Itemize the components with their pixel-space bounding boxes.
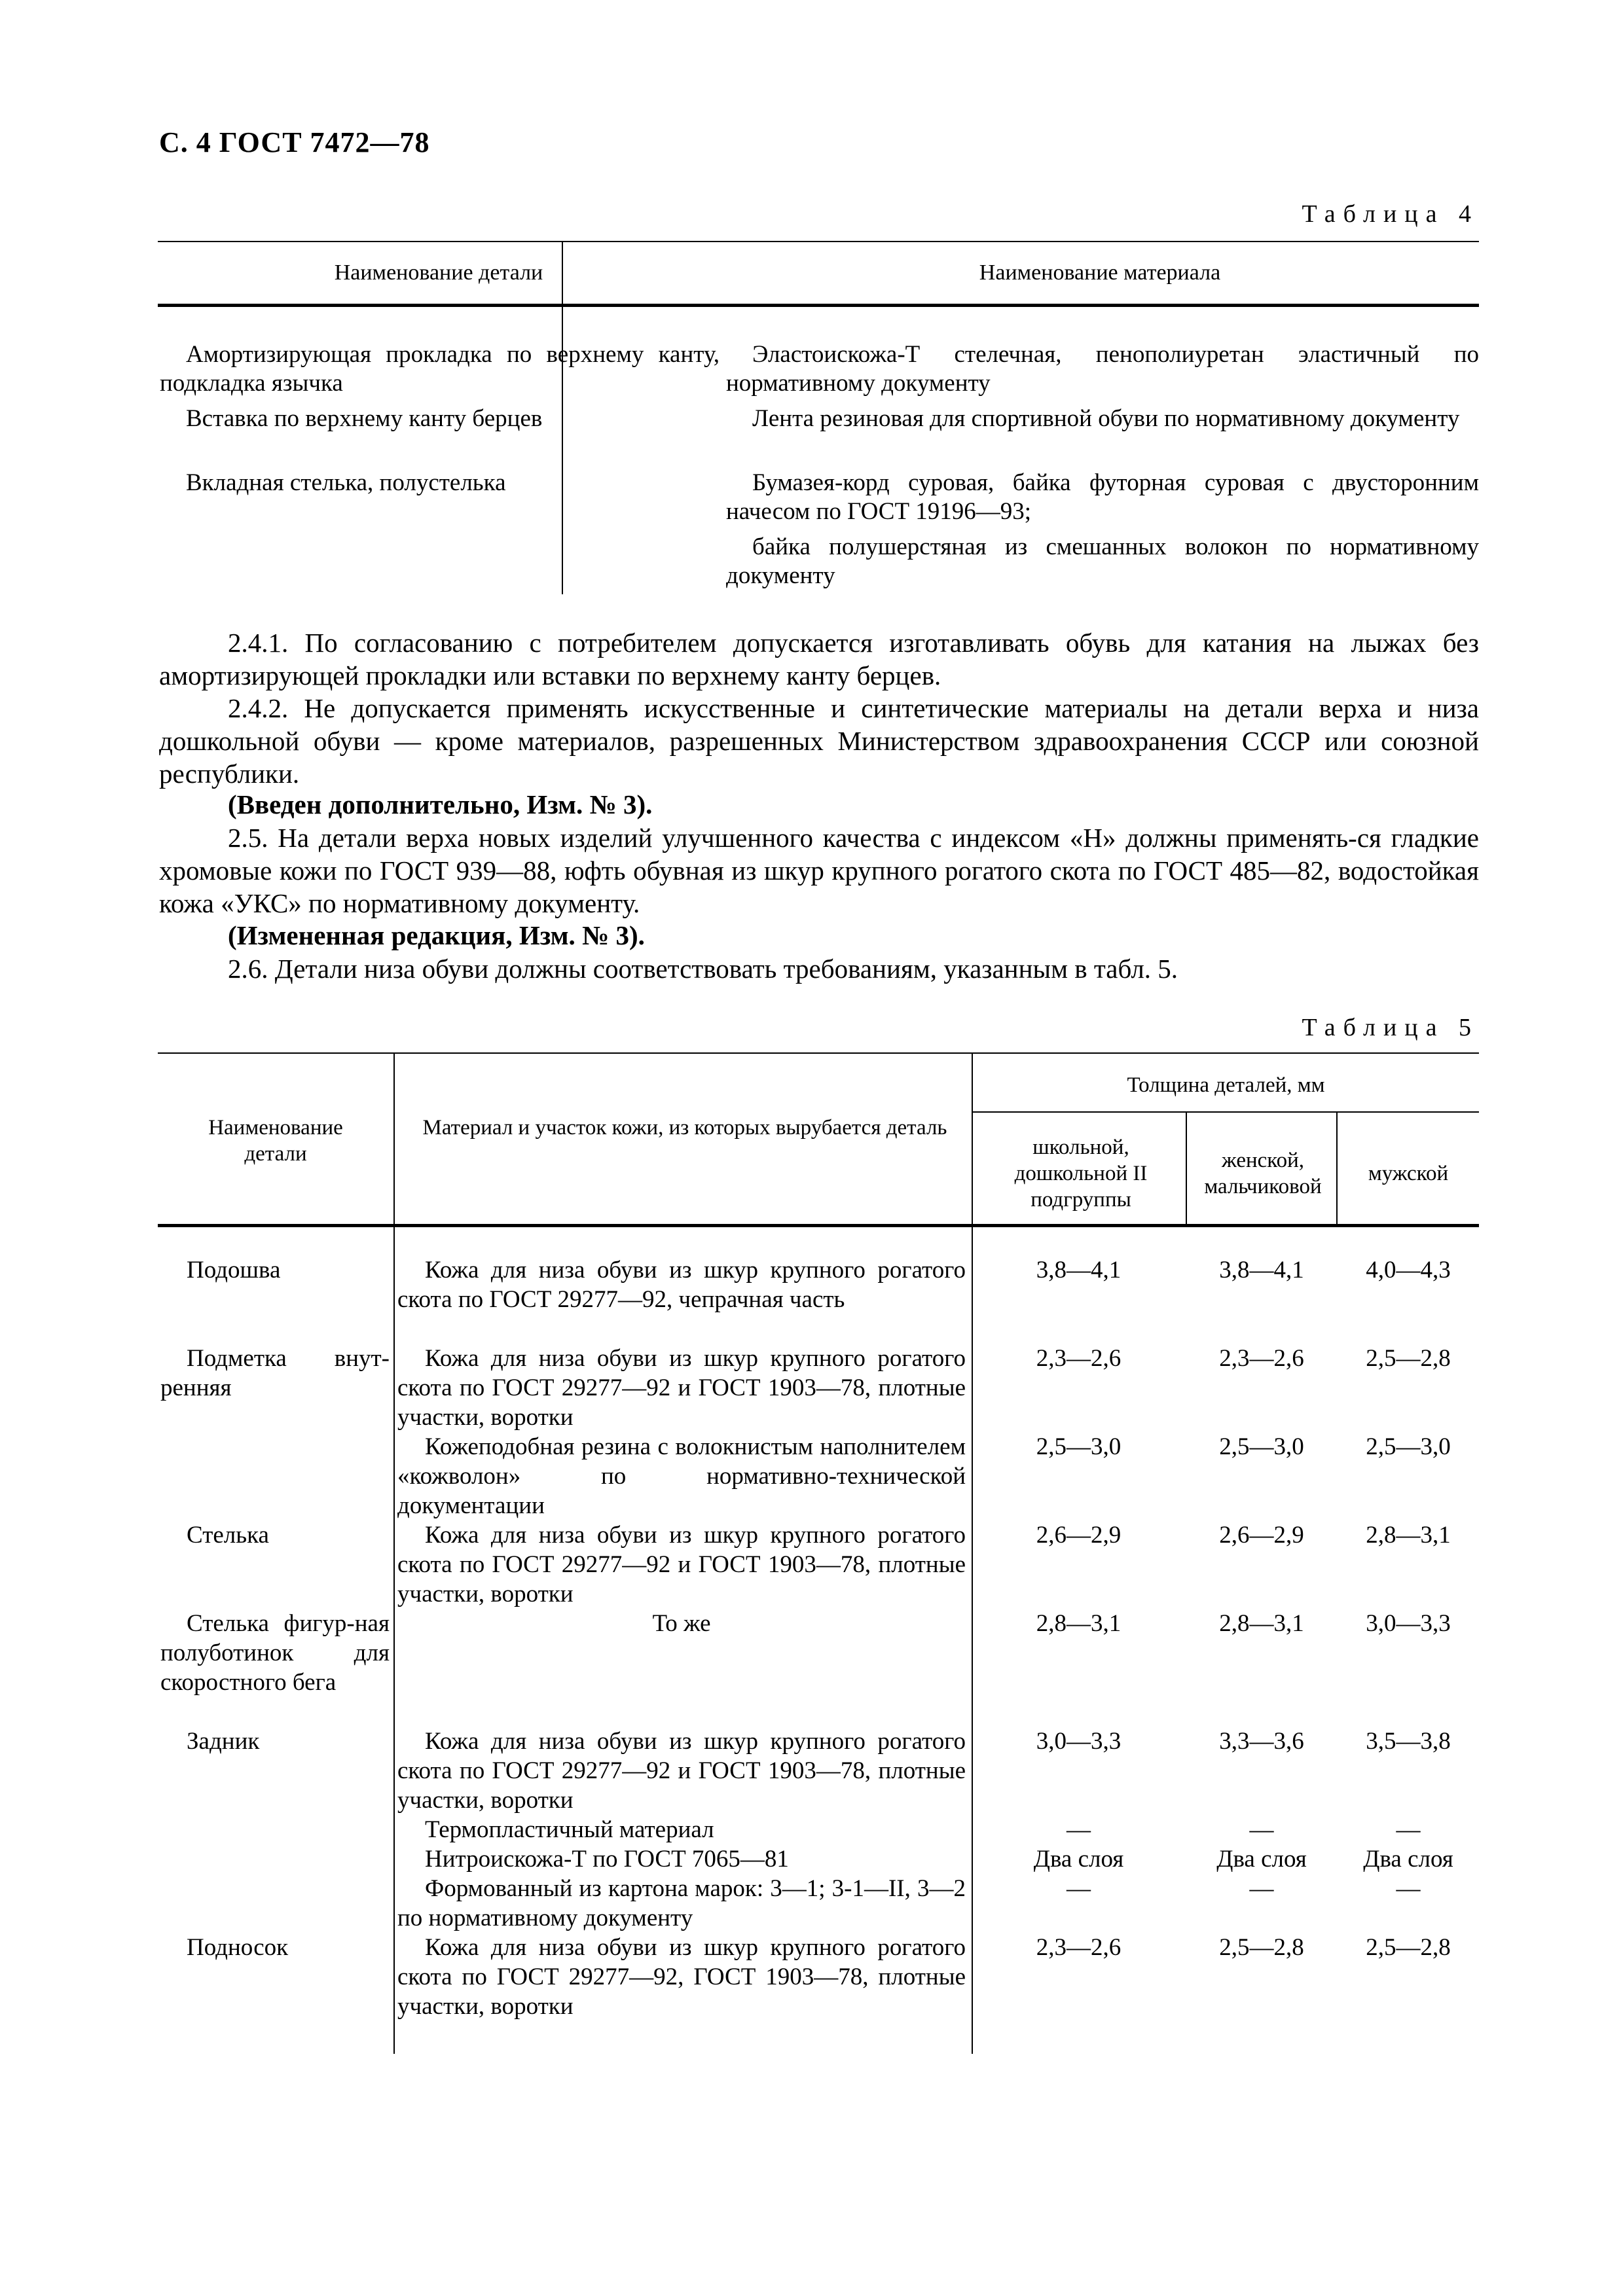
table5-value: 2,6—2,9 (1219, 1522, 1304, 1549)
table5-value: 3,0—3,3 (1036, 1728, 1122, 1755)
table4-material: Лента резиновая для спортивной обуви по нормативному документу (752, 405, 1460, 432)
table5-material: То же (652, 1610, 711, 1637)
table5-value: 2,5—3,0 (1036, 1433, 1122, 1460)
table5-value: — (1249, 1875, 1274, 1902)
table5-col-part: Наименование детали (208, 1116, 343, 1166)
table5-material: Термопластичный материал (425, 1816, 714, 1843)
table5-value: Два слоя (1363, 1846, 1453, 1873)
table5-value: — (1396, 1875, 1421, 1902)
table5-material: Кожа для низа обуви из шкур крупного рогатого скота по ГОСТ 29277—92, чепрачная часть (397, 1257, 966, 1313)
table5-col-women: женской, мальчиковой (1204, 1149, 1322, 1198)
paragraph-2-4-2: 2.4.2. Не допускается применять искусственные и синтетические материалы на детали верха и низа дошкольной обуви — кроме материалов, разрешенных Министерством здравоохранения СССР или союзной республики. (159, 693, 1479, 789)
table4-material: Бумазея-корд суровая, байка футорная суровая с двусторонним начесом по ГОСТ 19196—93; (726, 469, 1479, 525)
table5-value: 3,8—4,1 (1036, 1257, 1122, 1283)
table5-col-men: мужской (1368, 1162, 1449, 1185)
table5-value: Два слоя (1216, 1846, 1307, 1873)
table5-value: 2,5—2,8 (1366, 1345, 1451, 1372)
table5-part: Стелька фигур-ная полуботинок для скоростного бега (160, 1610, 390, 1696)
table5-top-rule (158, 1052, 1479, 1054)
table4 (158, 241, 1479, 307)
table5-material: Кожа для низа обуви из шкур крупного рогатого скота по ГОСТ 29277—92 и ГОСТ 1903—78, плотные участки, воротки (397, 1345, 966, 1431)
table4-part: Вставка по верхнему канту берцев (186, 405, 543, 432)
table5-value: Два слоя (1033, 1846, 1124, 1873)
table5 (158, 1052, 1479, 2054)
table4-row (160, 340, 720, 398)
table5-material: Кожеподобная резина с волокнистым наполнителем «кожволон» по нормативно-технической документации (397, 1433, 966, 1519)
table5-value: 4,0—4,3 (1366, 1257, 1451, 1283)
page-header: С. 4 ГОСТ 7472—78 (159, 126, 430, 158)
amendment-note: (Введен дополнительно, Изм. № 3). (228, 789, 653, 819)
table5-value: 2,5—3,0 (1219, 1433, 1304, 1460)
table4-part: Вкладная стелька, полустелька (186, 469, 506, 496)
table5-divider (972, 1052, 973, 2054)
table5-thickness-rule (972, 1111, 1479, 1113)
table5-caption: Таблица 5 (1302, 1014, 1479, 1041)
table5-divider (393, 1052, 395, 2054)
table5-col-school: школьной, дошкольной II подгруппы (1014, 1136, 1148, 1211)
table5-col-thickness: Толщина деталей, мм (1127, 1073, 1325, 1097)
table5-value: 2,8—3,1 (1366, 1522, 1451, 1549)
table5-value: 2,8—3,1 (1219, 1610, 1304, 1637)
table5-material: Формованный из картона марок: 3—1; 3-1—II, 3—2 по нормативному документу (397, 1875, 966, 1931)
paragraph-2-6: 2.6. Детали низа обуви должны соответствовать требованиям, указанным в табл. 5. (228, 954, 1178, 984)
table5-divider (1186, 1111, 1187, 1227)
table5-value: 2,5—2,8 (1219, 1934, 1304, 1961)
table5-value: 3,3—3,6 (1219, 1728, 1304, 1755)
table5-part: Подносок (187, 1934, 289, 1961)
table5-material: Кожа для низа обуви из шкур крупного рогатого скота по ГОСТ 29277—92, ГОСТ 1903—78, плотные участки, воротки (397, 1934, 966, 2020)
table5-value: 2,8—3,1 (1036, 1610, 1122, 1637)
paragraph-2-5: 2.5. На детали верха новых изделий улучшенного качества с индексом «Н» должны применять-ся гладкие хромовые кожи по ГОСТ 939—88, юфть обувная из шкур крупного рогатого скота по ГОСТ 485—82, водостойкая кожа «УКС» по нормативному документу. (159, 823, 1479, 918)
paragraph-2-4-1: 2.4.1. По согласованию с потребителем допускается изготавливать обувь для катания на лыжах без амортизирующей прокладки или вставки по верхнему канту берцев. (159, 628, 1479, 691)
table5-value: — (1067, 1875, 1091, 1902)
table5-value: 3,8—4,1 (1219, 1257, 1304, 1283)
table5-value: — (1396, 1816, 1421, 1843)
table5-value: 2,5—2,8 (1366, 1934, 1451, 1961)
table4-header (158, 241, 1479, 307)
table4-col-part: Наименование детали (334, 260, 543, 285)
table5-value: — (1067, 1816, 1091, 1843)
table5-material: Кожа для низа обуви из шкур крупного рогатого скота по ГОСТ 29277—92 и ГОСТ 1903—78, плотные участки, воротки (397, 1728, 966, 1814)
table5-part: Подошва (187, 1257, 281, 1283)
table4-part: Амортизирующая прокладка по верхнему канту, подкладка язычка (160, 341, 720, 397)
table5-value: 3,5—3,8 (1366, 1728, 1451, 1755)
table5-value: 2,3—2,6 (1219, 1345, 1304, 1372)
table5-material: Кожа для низа обуви из шкур крупного рогатого скота по ГОСТ 29277—92 и ГОСТ 1903—78, плотные участки, воротки (397, 1522, 966, 1607)
table5-part: Подметка внут-ренняя (160, 1345, 390, 1401)
table5-value: 3,0—3,3 (1366, 1610, 1451, 1637)
amendment-note: (Измененная редакция, Изм. № 3). (228, 920, 645, 950)
table5-value: 2,6—2,9 (1036, 1522, 1122, 1549)
table4-material: байка полушерстяная из смешанных волокон по нормативному документу (726, 533, 1479, 589)
table5-header-rule (158, 1224, 1479, 1227)
table4-caption: Таблица 4 (1302, 200, 1479, 228)
table5-value: 2,5—3,0 (1366, 1433, 1451, 1460)
table5-value: 2,3—2,6 (1036, 1934, 1122, 1961)
table5-material: Нитроискожа-Т по ГОСТ 7065—81 (425, 1846, 789, 1873)
table4-material: Эластоискожа-Т стелечная, пенополиуретан эластичный по нормативному документу (726, 341, 1479, 397)
table5-part: Стелька (187, 1522, 269, 1549)
table5-value: 2,3—2,6 (1036, 1345, 1122, 1372)
table5-col-material: Материал и участок кожи, из которых вырубается деталь (422, 1116, 947, 1139)
table5-value: — (1249, 1816, 1274, 1843)
table4-col-material: Наименование материала (979, 260, 1221, 285)
table5-part: Задник (187, 1728, 260, 1755)
